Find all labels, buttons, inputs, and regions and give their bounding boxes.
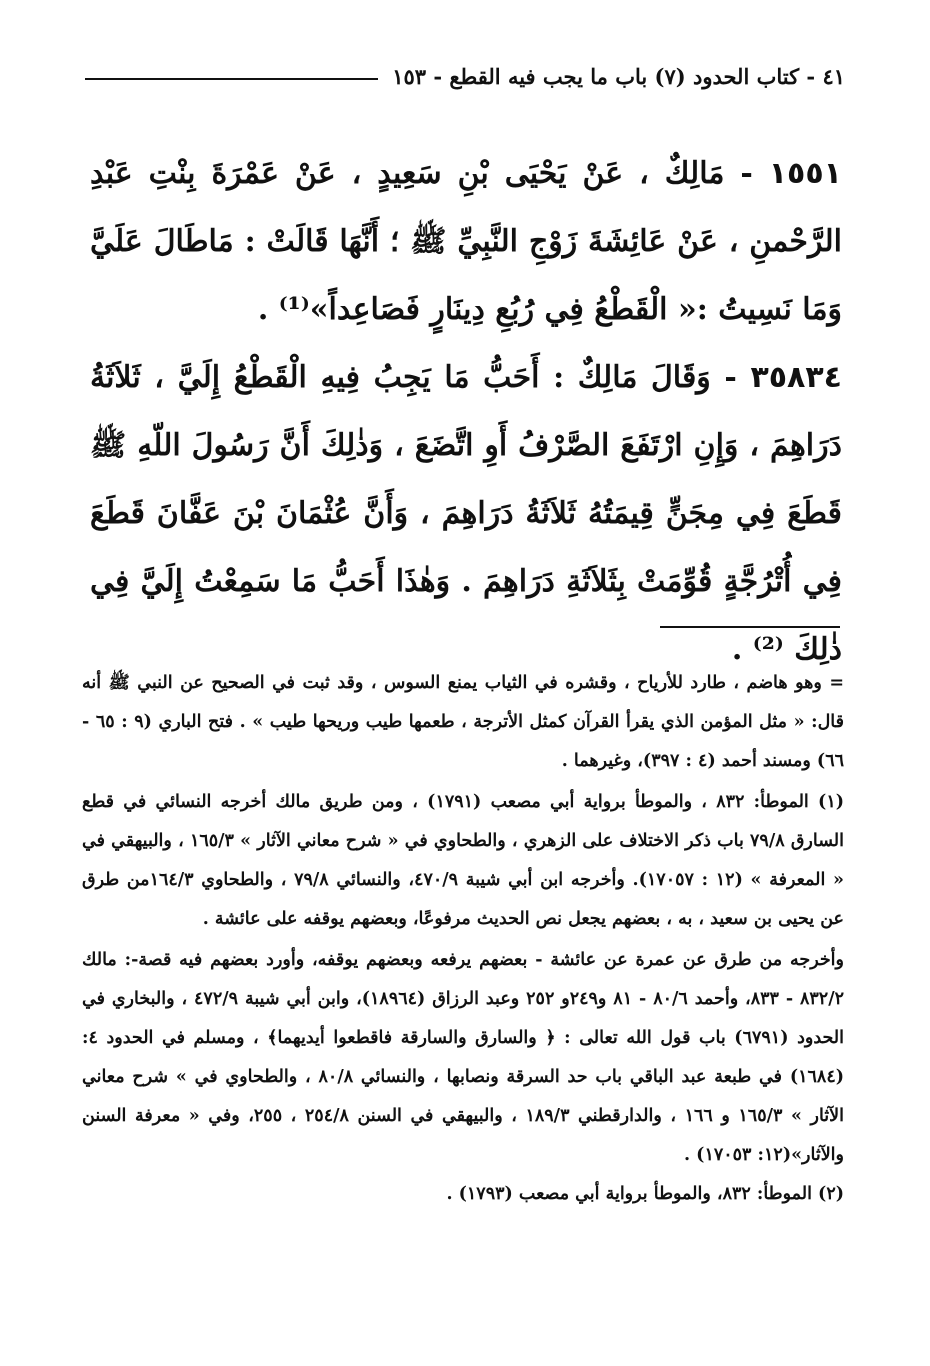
footnote-1-continued: وأخرجه من طرق عن عمرة عن عائشة - بعضهم يرفعه وبعضهم يوقفه، وأورد بعضهم فيه قصة-: مالك ٨٣٢/٢ - ٨٣٣، وأحمد ٨٠/٦ - ٨١ و٢٤٩و ٢٥٢ وعبد الرزاق (١٨٩٦٤)، وابن أبي شيبة ٤٧٢/٩ ، والبخاري في الحدود (٦٧٩١) باب قول الله تعالى : ﴿ والسارق والسارقة فاقطعوا أيديهما﴾ ، ومسلم في الحدود ٤: (١٦٨٤) في طبعة عبد الباقي باب حد السرقة ونصابها ، والنسائي ٨٠/٨ ، والطحاوي في » شرح معاني الآثار » ١٦٥/٣ و ١٦٦ ، والدارقطني ١٨٩/٣ ، والبيهقي في السنن ٢٥٤/٨ ، ٢٥٥، وفي « معرفة السنن والآثار»(١٢: ١٧٠٥٣) . bbox=[82, 950, 845, 1165]
footnote-1: (١) الموطأ: ٨٣٢ ، والموطأ برواية أبي مصعب (١٧٩١) ، ومن طريق مالك أخرجه النسائي في قطع السارق ٧٩/٨ باب ذكر الاختلاف على الزهري ، والطحاوي في « شرح معاني الآثار » ١٦٥/٣ ، والبيهقي في « المعرفة » (١٢ : ١٧٠٥٧). وأخرجه ابن أبي شيبة ٤٧٠/٩، والنسائي ٧٩/٨ ، والطحاوي ١٦٤/٣من طرق عن يحيى بن سعيد ، به ، بعضهم يجعل نص الحديث مرفوعًا، وبعضهم يوقفه على عائشة . bbox=[82, 792, 844, 929]
hadith-text: - وَقَالَ مَالِكٌ : أَحَبُّ مَا يَجِبُ فِيهِ الْقَطْعُ إِلَيَّ ، ثَلاَثَةُ دَرَاهِمَ ، وَإِنِ ارْتَفَعَ الصَّرْفُ أَوِ اتَّضَعَ ، وَذٰلِكَ أَنَّ رَسُولَ اللّهِ ﷺ قَطَعَ فِي مِجَنٍّ قِيمَتُهُ ثَلاَثَةُ دَرَاهِمَ ، وَأَنَّ عُثْمَانَ بْنَ عَفَّانَ قَطَعَ فِي أُتْرُجَّةٍ قُوِّمَتْ بِثَلاَثَةِ دَرَاهِمَ . وَهٰذَا أَحَبُّ مَا سَمِعْتُ إِلَيَّ فِي ذٰلِكَ ⁽²⁾ . bbox=[90, 360, 842, 667]
footnote-2: (٢) الموطأ: ٨٣٢، والموطأ برواية أبي مصعب (١٧٩٣) . bbox=[446, 1184, 844, 1204]
footnotes bbox=[82, 664, 844, 1214]
hadith-number: ١٥٥١ bbox=[768, 156, 842, 191]
hadith-number: ٣٥٨٣٤ bbox=[750, 360, 842, 395]
hadith-1551 bbox=[90, 140, 842, 344]
hadith-text: - مَالِكٌ ، عَنْ يَحْيَى بْنِ سَعِيدٍ ، عَنْ عَمْرَةَ بِنْتِ عَبْدِ الرَّحْمنِ ، عَنْ عَائِشَةَ زَوْجِ النَّبِيِّ ﷺ ؛ أَنَّهَا قَالَتْ : مَاطَالَ عَلَيَّ وَمَا نَسِيتُ :« الْقَطْعُ فِي رُبُعِ دِينَارٍ فَصَاعِداً»⁽¹⁾ . bbox=[90, 156, 842, 327]
running-header bbox=[85, 64, 845, 89]
header-rule bbox=[85, 78, 378, 80]
header-title: ٤١ - كتاب الحدود (٧) باب ما يجب فيه القطع - ١٥٣ bbox=[392, 64, 845, 89]
hadith-35834 bbox=[90, 344, 842, 684]
footnote-separator bbox=[660, 626, 840, 628]
footnote-continuation: = وهو هاضم ، طارد للأرياح ، وقشره في الثياب يمنع السوس ، وقد ثبت في الصحيح عن النبي ﷺ أنه قال: « مثل المؤمن الذي يقرأ القرآن كمثل الأترجة ، طعمها طيب وريحها طيب » . فتح الباري (٩ : ٦٥ - ٦٦) ومسند أحمد (٤ : ٣٩٧)، وغيرهما . bbox=[82, 673, 844, 771]
